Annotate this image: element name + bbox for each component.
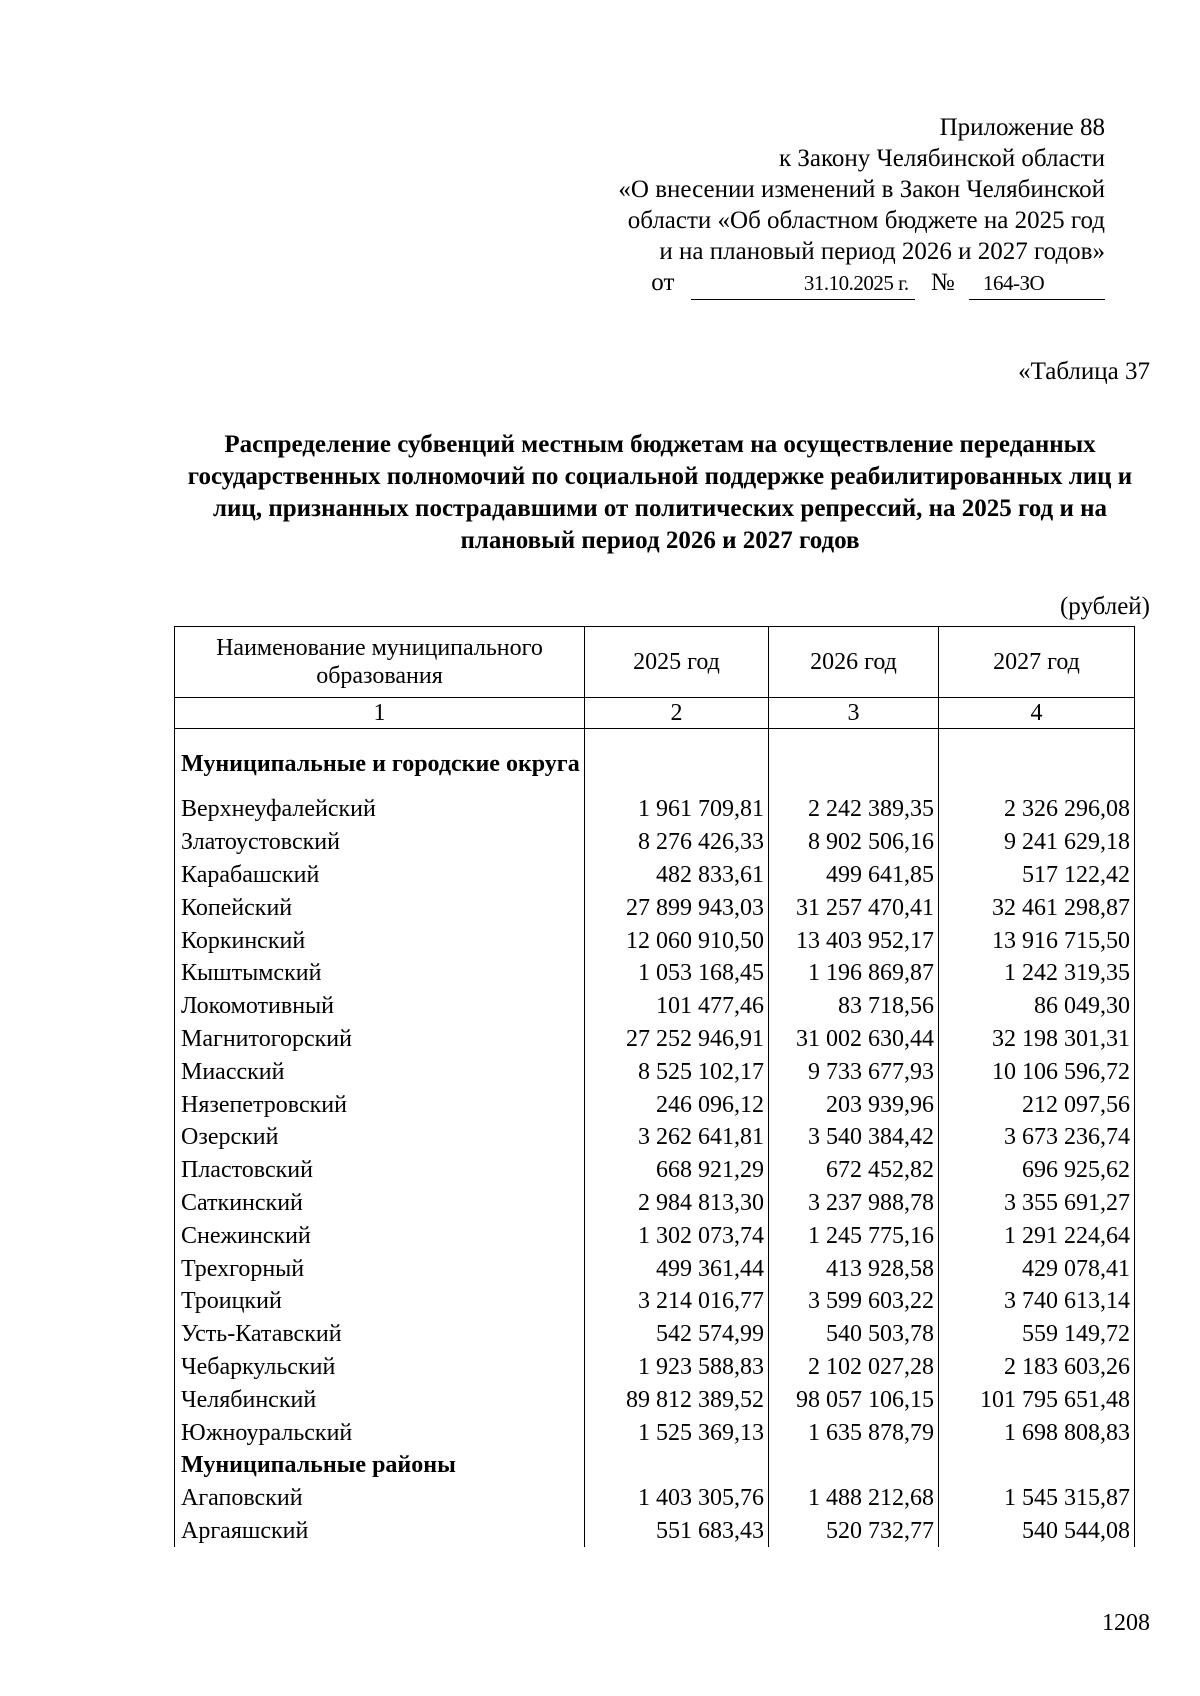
- value-2025: 101 477,46: [585, 990, 769, 1023]
- law-number: 164-ЗО: [969, 268, 1105, 300]
- column-number-row: [175, 698, 1135, 729]
- table-row: [175, 793, 1135, 826]
- appendix-line: Приложение 88: [939, 114, 1105, 141]
- table-row: [175, 826, 1135, 859]
- section-name: Муниципальные районы: [175, 1449, 585, 1482]
- table-row: [175, 1383, 1135, 1416]
- value-2026: 83 718,56: [769, 990, 939, 1023]
- value-2025: 27 899 943,03: [585, 891, 769, 924]
- value-2025: 8 276 426,33: [585, 826, 769, 859]
- number-label: №: [930, 269, 955, 296]
- municipality-name: Нязепетровский: [175, 1088, 585, 1121]
- value-2025: 1 525 369,13: [585, 1416, 769, 1449]
- law-date-number: [618, 267, 1105, 300]
- column-number: 4: [939, 698, 1135, 729]
- table-row: [175, 1023, 1135, 1056]
- table-row: [175, 1351, 1135, 1384]
- value-2027: 212 097,56: [939, 1088, 1135, 1121]
- value-2026: 413 928,58: [769, 1252, 939, 1285]
- appendix-header: [618, 112, 1105, 300]
- value-2025: 3 214 016,77: [585, 1285, 769, 1318]
- municipality-name: Трехгорный: [175, 1252, 585, 1285]
- header-municipality: Наименование муниципального образования: [175, 627, 585, 698]
- table-row: [175, 1088, 1135, 1121]
- municipality-name: Карабашский: [175, 859, 585, 892]
- table-row: [175, 1219, 1135, 1252]
- value-2026: 2 102 027,28: [769, 1351, 939, 1384]
- section-row: [175, 729, 1135, 794]
- value-2025: 1 923 588,83: [585, 1351, 769, 1384]
- column-number: 3: [769, 698, 939, 729]
- table-row: [175, 891, 1135, 924]
- value-2027: 559 149,72: [939, 1318, 1135, 1351]
- value-2027: 429 078,41: [939, 1252, 1135, 1285]
- value-2027: 86 049,30: [939, 990, 1135, 1023]
- value-2026: 31 257 470,41: [769, 891, 939, 924]
- value-2027: 2 326 296,08: [939, 793, 1135, 826]
- value-2026: 8 902 506,16: [769, 826, 939, 859]
- municipality-name: Коркинский: [175, 924, 585, 957]
- page-number: 1208: [1102, 1610, 1150, 1636]
- municipality-name: Чебаркульский: [175, 1351, 585, 1384]
- municipality-name: Копейский: [175, 891, 585, 924]
- municipality-name: Агаповский: [175, 1482, 585, 1515]
- value-2025: 551 683,43: [585, 1515, 769, 1548]
- value-2025: 499 361,44: [585, 1252, 769, 1285]
- empty-cell: [769, 1449, 939, 1482]
- municipality-name: Челябинский: [175, 1383, 585, 1416]
- municipality-name: Снежинский: [175, 1219, 585, 1252]
- appendix-line: и на плановый период 2026 и 2027 годов»: [659, 238, 1105, 265]
- value-2026: 2 242 389,35: [769, 793, 939, 826]
- value-2026: 98 057 106,15: [769, 1383, 939, 1416]
- table-row: [175, 957, 1135, 990]
- from-label: от: [651, 269, 675, 296]
- value-2027: 10 106 596,72: [939, 1055, 1135, 1088]
- section-name: Муниципальные и городские округа: [175, 729, 585, 794]
- value-2026: 520 732,77: [769, 1515, 939, 1548]
- municipality-name: Локомотивный: [175, 990, 585, 1023]
- municipality-name: Аргаяшский: [175, 1515, 585, 1548]
- municipality-name: Кыштымский: [175, 957, 585, 990]
- table-row: [175, 1055, 1135, 1088]
- table-row: [175, 1285, 1135, 1318]
- value-2027: 3 740 613,14: [939, 1285, 1135, 1318]
- empty-cell: [769, 729, 939, 794]
- table-row: [175, 1252, 1135, 1285]
- empty-cell: [585, 1449, 769, 1482]
- table-row: [175, 924, 1135, 957]
- section-row: [175, 1449, 1135, 1482]
- appendix-line: области «Об областном бюджете на 2025 год: [627, 207, 1105, 234]
- appendix-line: «О внесении изменений в Закон Челябинской: [618, 176, 1105, 203]
- value-2026: 499 641,85: [769, 859, 939, 892]
- value-2027: 101 795 651,48: [939, 1383, 1135, 1416]
- value-2026: 672 452,82: [769, 1154, 939, 1187]
- value-2026: 203 939,96: [769, 1088, 939, 1121]
- table-row: [175, 1416, 1135, 1449]
- value-2027: 517 122,42: [939, 859, 1135, 892]
- header-2027: 2027 год: [939, 627, 1135, 698]
- value-2026: 1 245 775,16: [769, 1219, 939, 1252]
- value-2026: 13 403 952,17: [769, 924, 939, 957]
- value-2026: 3 599 603,22: [769, 1285, 939, 1318]
- value-2026: 1 196 869,87: [769, 957, 939, 990]
- law-date: 31.10.2025 г.: [691, 268, 915, 300]
- empty-cell: [939, 729, 1135, 794]
- table-row: [175, 1187, 1135, 1220]
- value-2026: 1 635 878,79: [769, 1416, 939, 1449]
- value-2025: 1 302 073,74: [585, 1219, 769, 1252]
- value-2027: 13 916 715,50: [939, 924, 1135, 957]
- value-2027: 1 242 319,35: [939, 957, 1135, 990]
- value-2025: 1 961 709,81: [585, 793, 769, 826]
- value-2026: 31 002 630,44: [769, 1023, 939, 1056]
- table-row: [175, 990, 1135, 1023]
- header-2025: 2025 год: [585, 627, 769, 698]
- table-reference: «Таблица 37: [1018, 358, 1150, 385]
- empty-cell: [585, 729, 769, 794]
- value-2026: 540 503,78: [769, 1318, 939, 1351]
- value-2025: 8 525 102,17: [585, 1055, 769, 1088]
- document-title: Распределение субвенций местным бюджетам на осуществление переданных государственных полномочий по социальной поддержке реабилитированных лиц и лиц, признанных пострадавшими от политических репрессий, на 2025 год и на плановый период 2026 и 2027 годов: [187, 431, 1133, 554]
- value-2025: 1 403 305,76: [585, 1482, 769, 1515]
- units-label: (рублей): [1059, 593, 1150, 620]
- value-2027: 1 291 224,64: [939, 1219, 1135, 1252]
- table-header-row: [175, 627, 1135, 698]
- value-2027: 1 698 808,83: [939, 1416, 1135, 1449]
- value-2025: 482 833,61: [585, 859, 769, 892]
- value-2027: 1 545 315,87: [939, 1482, 1135, 1515]
- value-2025: 3 262 641,81: [585, 1121, 769, 1154]
- empty-cell: [939, 1449, 1135, 1482]
- value-2025: 12 060 910,50: [585, 924, 769, 957]
- table-row: [175, 1318, 1135, 1351]
- municipality-name: Усть-Катавский: [175, 1318, 585, 1351]
- value-2027: 3 355 691,27: [939, 1187, 1135, 1220]
- subvention-table: [174, 626, 1135, 1547]
- value-2025: 89 812 389,52: [585, 1383, 769, 1416]
- value-2025: 542 574,99: [585, 1318, 769, 1351]
- value-2027: 2 183 603,26: [939, 1351, 1135, 1384]
- value-2026: 3 540 384,42: [769, 1121, 939, 1154]
- value-2025: 246 096,12: [585, 1088, 769, 1121]
- column-number: 2: [585, 698, 769, 729]
- municipality-name: Миасский: [175, 1055, 585, 1088]
- municipality-name: Южноуральский: [175, 1416, 585, 1449]
- header-2026: 2026 год: [769, 627, 939, 698]
- table-row: [175, 859, 1135, 892]
- value-2025: 27 252 946,91: [585, 1023, 769, 1056]
- table-row: [175, 1121, 1135, 1154]
- value-2026: 3 237 988,78: [769, 1187, 939, 1220]
- value-2027: 540 544,08: [939, 1515, 1135, 1548]
- value-2026: 9 733 677,93: [769, 1055, 939, 1088]
- table-row: [175, 1482, 1135, 1515]
- municipality-name: Верхнеуфалейский: [175, 793, 585, 826]
- appendix-line: к Закону Челябинской области: [779, 145, 1105, 172]
- value-2027: 9 241 629,18: [939, 826, 1135, 859]
- value-2027: 32 198 301,31: [939, 1023, 1135, 1056]
- value-2025: 1 053 168,45: [585, 957, 769, 990]
- value-2027: 3 673 236,74: [939, 1121, 1135, 1154]
- municipality-name: Саткинский: [175, 1187, 585, 1220]
- municipality-name: Златоустовский: [175, 826, 585, 859]
- value-2025: 2 984 813,30: [585, 1187, 769, 1220]
- table-row: [175, 1515, 1135, 1548]
- municipality-name: Пластовский: [175, 1154, 585, 1187]
- column-number: 1: [175, 698, 585, 729]
- municipality-name: Магнитогорский: [175, 1023, 585, 1056]
- value-2027: 696 925,62: [939, 1154, 1135, 1187]
- value-2026: 1 488 212,68: [769, 1482, 939, 1515]
- municipality-name: Троицкий: [175, 1285, 585, 1318]
- table-row: [175, 1154, 1135, 1187]
- value-2025: 668 921,29: [585, 1154, 769, 1187]
- municipality-name: Озерский: [175, 1121, 585, 1154]
- value-2027: 32 461 298,87: [939, 891, 1135, 924]
